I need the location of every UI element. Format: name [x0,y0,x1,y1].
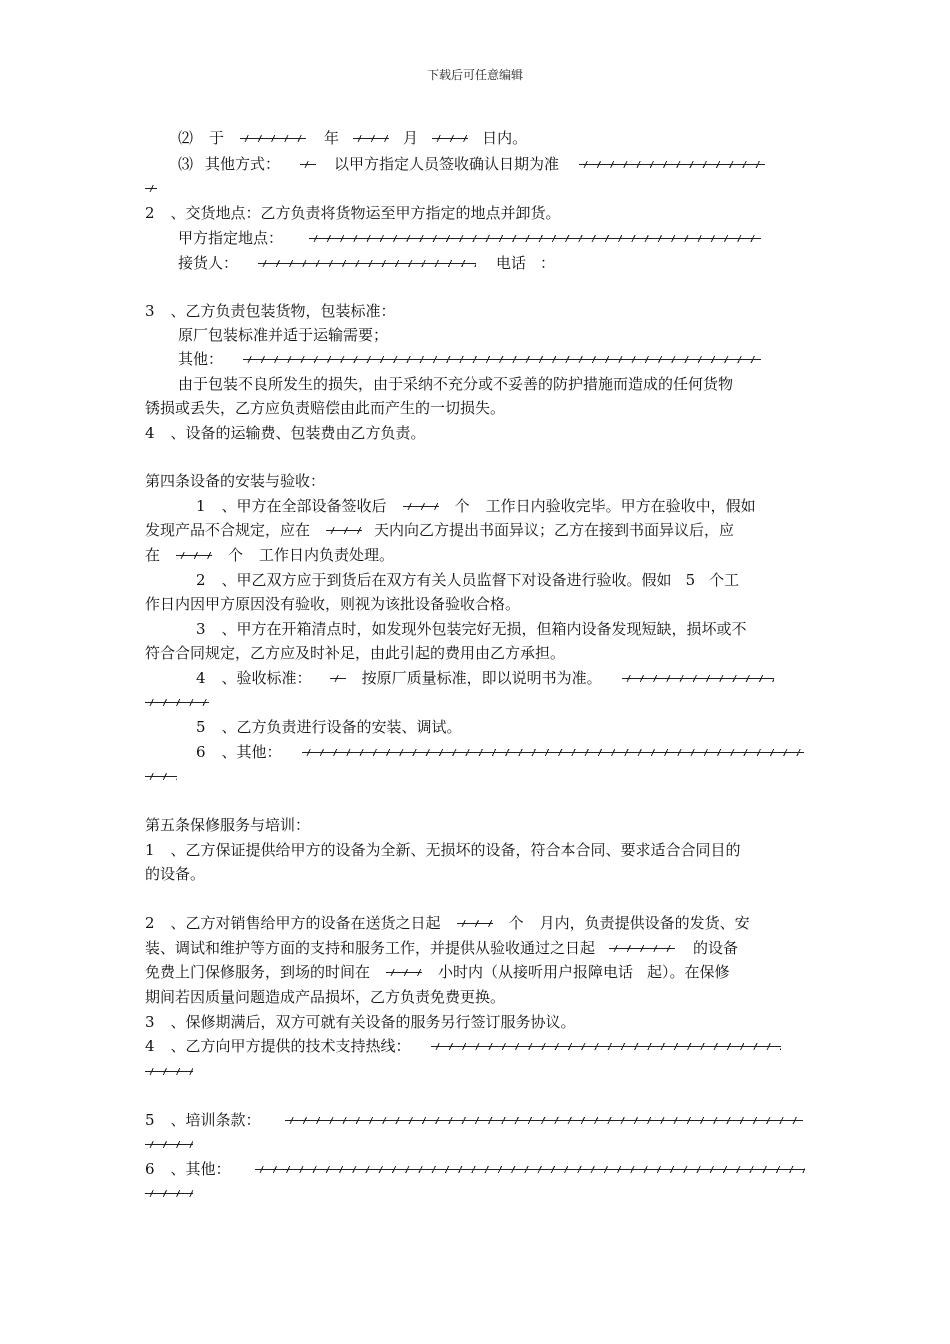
packaging-other: 其他： [178,349,761,369]
blank-continuation [145,178,157,198]
blank-field[interactable] [255,1166,805,1174]
blank-field[interactable] [145,699,209,707]
blank-field[interactable] [457,920,493,928]
art5-p6: 6 、其他： [145,1159,805,1179]
art4-p5: 5 、乙方负责进行设备的安装、调试。 [196,718,462,736]
blank-field[interactable] [176,552,212,560]
article-5-title: 第五条保修服务与培训： [145,816,311,834]
blank-field[interactable] [258,260,476,268]
blank-continuation [145,766,177,786]
section-3-p4: 4 、设备的运输费、包装费由乙方负责。 [145,424,426,442]
blank-field[interactable] [386,969,422,977]
art4-p6: 6 、其他： [196,742,804,762]
packaging-original: 原厂包装标准并适于运输需要； [178,326,389,344]
delivery-item-3: ⑶ 其他方式： 以甲方指定人员签收确认日期为准 [178,154,765,174]
art5-p2-line4: 期间若因质量问题造成产品损坏，乙方负责免费更换。 [145,988,506,1006]
art4-p3-line2: 符合合同规定，乙方应及时补足，由此引起的费用由乙方承担。 [145,644,566,662]
blank-field[interactable] [622,675,774,683]
section-3-p2: 2 、交货地点：乙方负责将货物运至甲方指定的地点并卸货。 [145,204,561,222]
blank-field[interactable] [145,1190,193,1198]
art5-p3: 3 、保修期满后，双方可就有关设备的服务另行签订服务协议。 [145,1013,576,1031]
art4-p1-line1: 1 、甲方在全部设备签收后 个 工作日内验收完毕。甲方在验收中，假如 [196,497,756,515]
art4-p4: 4 、验收标准： 按原厂质量标准，即以说明书为准。 [196,668,774,688]
art4-p1-line2: 发现产品不合规定，应在 天内向乙方提出书面异议；乙方在接到书面异议后，应 [145,521,735,539]
art5-p2-line1: 2 、乙方对销售给甲方的设备在送货之日起 个 月内，负责提供设备的发货、安 [145,914,750,932]
blank-continuation [145,1134,193,1154]
article-4-title: 第四条设备的安装与验收： [145,472,326,490]
art5-p2-line2: 装、调试和维护等方面的支持和服务工作，并提供从验收通过之日起 的设备 [145,939,739,957]
blank-field[interactable] [240,135,306,143]
blank-field[interactable] [145,1141,193,1149]
art4-p1-line3: 在 个 工作日内负责处理。 [145,546,395,564]
receiver-line: 接货人： 电话 ： [178,254,556,272]
blank-field[interactable] [243,356,761,364]
packaging-loss-2: 锈损或丢失，乙方应负责赔偿由此而产生的一切损失。 [145,399,506,417]
art5-p4: 4 、乙方向甲方提供的技术支持热线： [145,1036,781,1056]
blank-field[interactable] [309,235,761,243]
blank-field[interactable] [579,161,765,169]
page-header: 下载后可任意编辑 [426,68,523,82]
blank-continuation [145,1061,193,1081]
blank-field[interactable] [145,1068,193,1076]
blank-field[interactable] [431,1043,781,1051]
art5-p2-line3: 免费上门保修服务，到场的时间在 小时内（从接听用户报障电话 起）。在保修 [145,963,730,981]
blank-field[interactable] [609,945,675,953]
art5-p1-line1: 1 、乙方保证提供给甲方的设备为全新、无损坏的设备，符合本合同、要求适合合同目的 [145,841,741,859]
blank-field[interactable] [145,185,157,193]
blank-continuation [145,1183,193,1203]
art4-p2-line2: 作日内因甲方原因没有验收，则视为该批设备验收合格。 [145,595,521,613]
blank-field[interactable] [403,503,439,511]
packaging-loss-1: 由于包装不良所发生的损失，由于采纳不充分或不妥善的防护措施而造成的任何货物 [178,375,734,393]
art4-p3-line1: 3 、甲方在开箱清点时，如发现外包装完好无损，但箱内设备发现短缺，损坏或不 [196,620,747,638]
blank-field[interactable] [330,675,346,683]
designated-place: 甲方指定地点： [178,228,761,248]
art5-p5: 5 、培训条款： [145,1110,803,1130]
blank-field[interactable] [145,773,177,781]
section-3-p3: 3 、乙方负责包装货物，包装标准： [145,302,396,320]
blank-field[interactable] [326,527,362,535]
blank-field[interactable] [285,1117,803,1125]
blank-field[interactable] [353,135,389,143]
art4-p2-line1: 2 、甲乙双方应于到货后在双方有关人员监督下对设备进行验收。假如 5 个工 [196,571,740,589]
blank-continuation [145,692,209,712]
delivery-item-2: ⑵ 于 年 月 日内。 [178,129,528,147]
blank-field[interactable] [300,161,316,169]
blank-field[interactable] [432,135,468,143]
art5-p1-line2: 的设备。 [145,865,206,883]
blank-field[interactable] [302,749,804,757]
